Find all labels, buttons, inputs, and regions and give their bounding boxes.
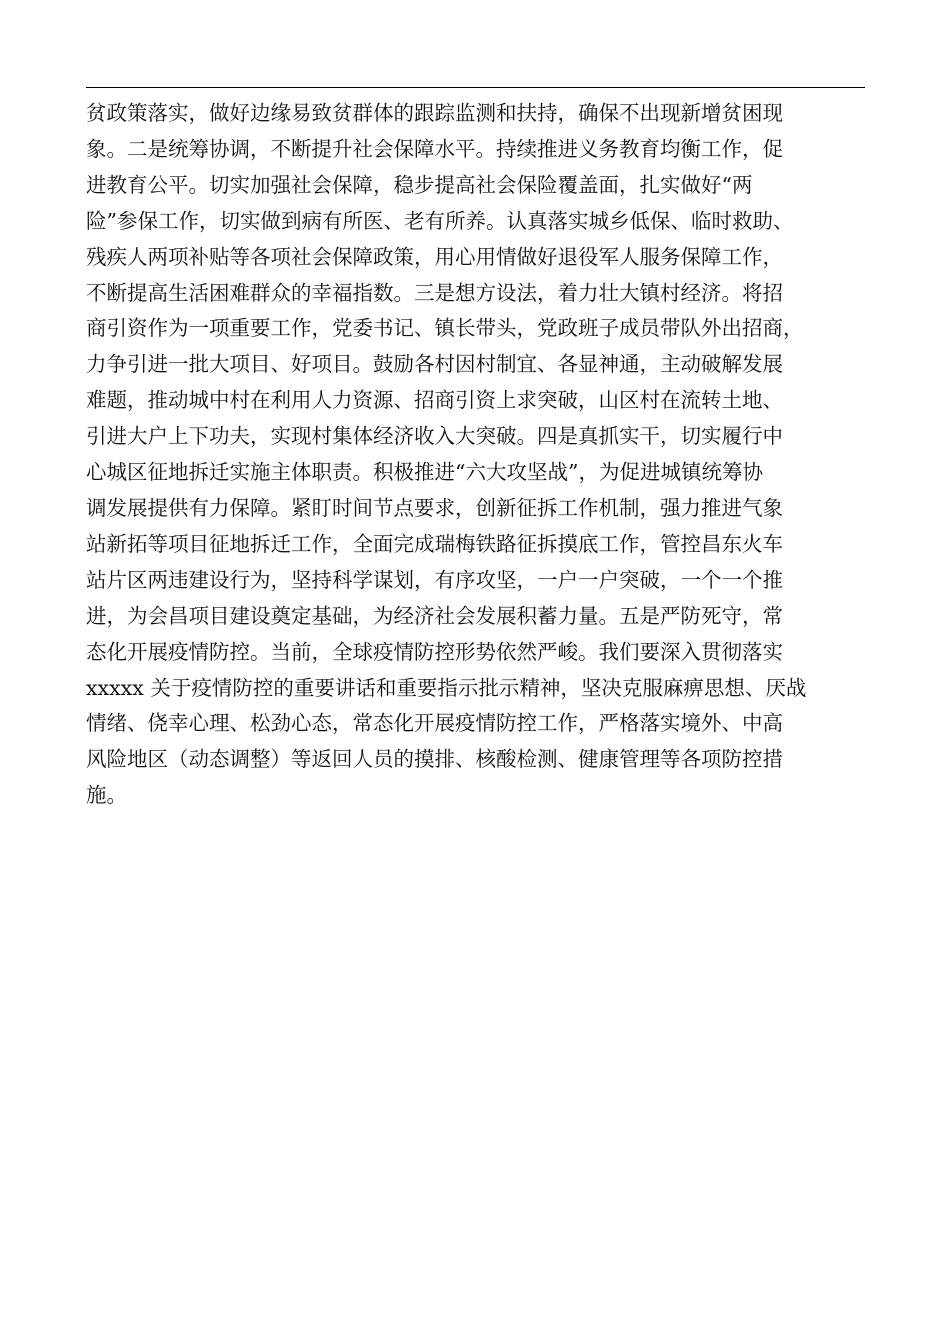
text-line: 施。	[86, 783, 127, 808]
text-line: 引进大户上下功夫，实现村集体经济收入大突破。四是真抓实干，切实履行中	[86, 424, 783, 449]
text-line: 调发展提供有力保障。紧盯时间节点要求，创新征拆工作机制，强力推进气象	[86, 495, 783, 520]
text-line: 情绪、侥幸心理、松劲心态，常态化开展疫情防控工作，严格落实境外、中高	[86, 711, 783, 736]
text-line: 贫政策落实，做好边缘易致贫群体的跟踪监测和扶持，确保不出现新增贫困现	[86, 101, 783, 125]
text-line: 进教育公平。切实加强社会保障，稳步提高社会保险覆盖面，扎实做好“两	[86, 172, 753, 197]
text-line: 进，为会昌项目建设奠定基础，为经济社会发展积蓄力量。五是严防死守，常	[86, 603, 783, 628]
text-line: 残疾人两项补贴等各项社会保障政策，用心用情做好退役军人服务保障工作，	[86, 244, 783, 269]
body-paragraph	[86, 96, 886, 814]
text-line: xxxxx 关于疫情防控的重要讲话和重要指示批示精神，坚决克服麻痹思想、厌战	[86, 675, 807, 700]
text-line: 力争引进一批大项目、好项目。鼓励各村因村制宜、各显神通，主动破解发展	[86, 352, 783, 377]
text-line: 象。二是统筹协调，不断提升社会保障水平。持续推进义务教育均衡工作，促	[86, 136, 783, 161]
text-line: 商引资作为一项重要工作，党委书记、镇长带头，党政班子成员带队外出招商，	[86, 316, 804, 341]
text-line: 风险地区（动态调整）等返回人员的摸排、核酸检测、健康管理等各项防控措	[86, 747, 783, 772]
text-line: 不断提高生活困难群众的幸福指数。三是想方设法，着力壮大镇村经济。将招	[86, 280, 783, 305]
text-line: 险”参保工作，切实做到病有所医、老有所养。认真落实城乡低保、临时救助、	[86, 208, 794, 233]
text-line: 站片区两违建设行为，坚持科学谋划，有序攻坚，一户一户突破，一个一个推	[86, 567, 783, 592]
header-divider	[86, 87, 865, 88]
text-line: 心城区征地拆迁实施主体职责。积极推进“六大攻坚战”，为促进城镇统筹协	[86, 460, 763, 485]
text-line: 难题，推动城中村在利用人力资源、招商引资上求突破，山区村在流转土地、	[86, 388, 783, 413]
text-line: 态化开展疫情防控。当前，全球疫情防控形势依然严峻。我们要深入贯彻落实	[86, 639, 783, 664]
text-line: 站新拓等项目征地拆迁工作，全面完成瑞梅铁路征拆摸底工作，管控昌东火车	[86, 531, 783, 556]
